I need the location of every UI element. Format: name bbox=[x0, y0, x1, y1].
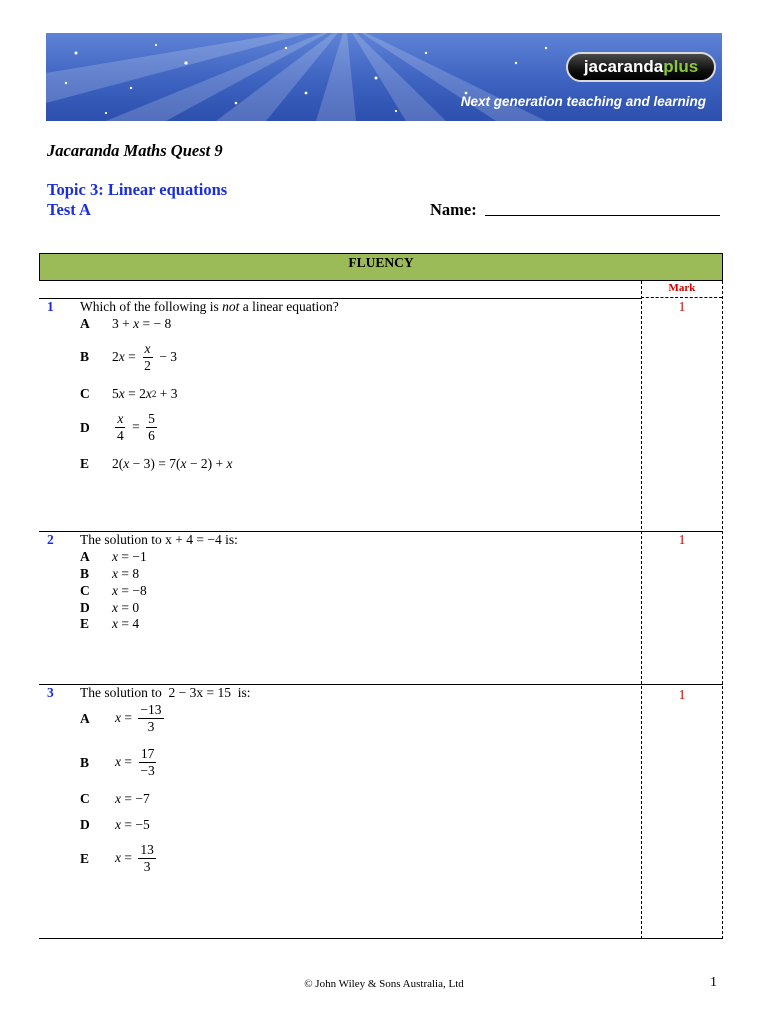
question-mark: 1 bbox=[678, 299, 686, 314]
option-label: E bbox=[80, 456, 90, 471]
option-answer: x = −8 bbox=[112, 583, 147, 598]
name-label: Name: bbox=[430, 200, 477, 219]
question-text bbox=[80, 299, 339, 315]
question-text: The solution to 2 − 3x = 15 is: bbox=[80, 685, 251, 700]
option-answer: x = $\frac{17}{-3}$ bbox=[115, 746, 155, 778]
page-number: 1 bbox=[710, 975, 717, 990]
option-label: E bbox=[80, 616, 90, 631]
option-answer: x = −5 bbox=[115, 817, 150, 832]
table-right-border bbox=[722, 281, 723, 939]
option-answer: x = −1 bbox=[112, 549, 147, 564]
question-number: 2 bbox=[47, 532, 54, 547]
question-text-part: Which of the following is bbox=[80, 299, 223, 314]
fluency-header: FLUENCY bbox=[39, 253, 723, 281]
question-emphasis: not bbox=[222, 299, 240, 314]
option-answer: x = −7 bbox=[115, 791, 150, 806]
option-label: D bbox=[80, 600, 90, 615]
option-answer: 3 + x = − 8 bbox=[112, 316, 172, 331]
book-title: Jacaranda Maths Quest 9 bbox=[47, 141, 223, 160]
option-label: C bbox=[80, 386, 90, 401]
option-answer: x = 0 bbox=[112, 600, 140, 615]
copyright-footer: © John Wiley & Sons Australia, Ltd bbox=[304, 978, 464, 990]
question-mark: 1 bbox=[678, 687, 686, 702]
test-label: Test A bbox=[47, 200, 91, 219]
option-label: A bbox=[80, 711, 90, 726]
option-answer: 5 x = 2 x 2 + 3 bbox=[112, 386, 178, 401]
option-label: D bbox=[80, 817, 90, 832]
row-divider bbox=[39, 938, 723, 939]
tagline: Next generation teaching and learning bbox=[460, 94, 706, 109]
option-answer: 2 x = $\frac{x}{2}$ − 3 bbox=[112, 341, 177, 373]
option-answer: x = 8 bbox=[112, 566, 140, 581]
mark-header-divider bbox=[641, 297, 722, 298]
option-label: C bbox=[80, 583, 90, 598]
jacaranda-plus-logo bbox=[566, 52, 716, 82]
option-label: D bbox=[80, 420, 90, 435]
mark-column-header: Mark bbox=[668, 282, 696, 294]
option-label: B bbox=[80, 566, 90, 581]
question-number: 3 bbox=[47, 685, 54, 700]
option-label: B bbox=[80, 349, 90, 364]
question-number: 1 bbox=[47, 299, 54, 314]
option-label: E bbox=[80, 851, 90, 866]
question-text: The solution to x + 4 = −4 is: bbox=[80, 532, 238, 547]
option-label: C bbox=[80, 791, 90, 806]
option-answer: x = 4 bbox=[112, 616, 140, 631]
mark-column-divider bbox=[641, 281, 642, 939]
question-text-part: a linear equation? bbox=[239, 299, 339, 314]
option-label: B bbox=[80, 755, 90, 770]
brand-main: jacaranda bbox=[583, 57, 664, 76]
option-label: A bbox=[80, 316, 90, 331]
topic-title: Topic 3: Linear equations bbox=[47, 180, 228, 199]
option-answer: 2( x − 3) = 7( x − 2) + x bbox=[112, 456, 233, 471]
brand-accent: plus bbox=[663, 57, 699, 76]
header-banner bbox=[46, 33, 722, 121]
option-answer: $\frac{x}{4}$ = $\frac{5}{6}$ bbox=[117, 411, 155, 443]
question-mark: 1 bbox=[678, 532, 686, 547]
option-answer: x = $\frac{13}{3}$ bbox=[115, 842, 154, 874]
name-line bbox=[485, 215, 720, 216]
option-label: A bbox=[80, 549, 90, 564]
option-answer: x = $\frac{-13}{3}$ bbox=[115, 702, 162, 734]
